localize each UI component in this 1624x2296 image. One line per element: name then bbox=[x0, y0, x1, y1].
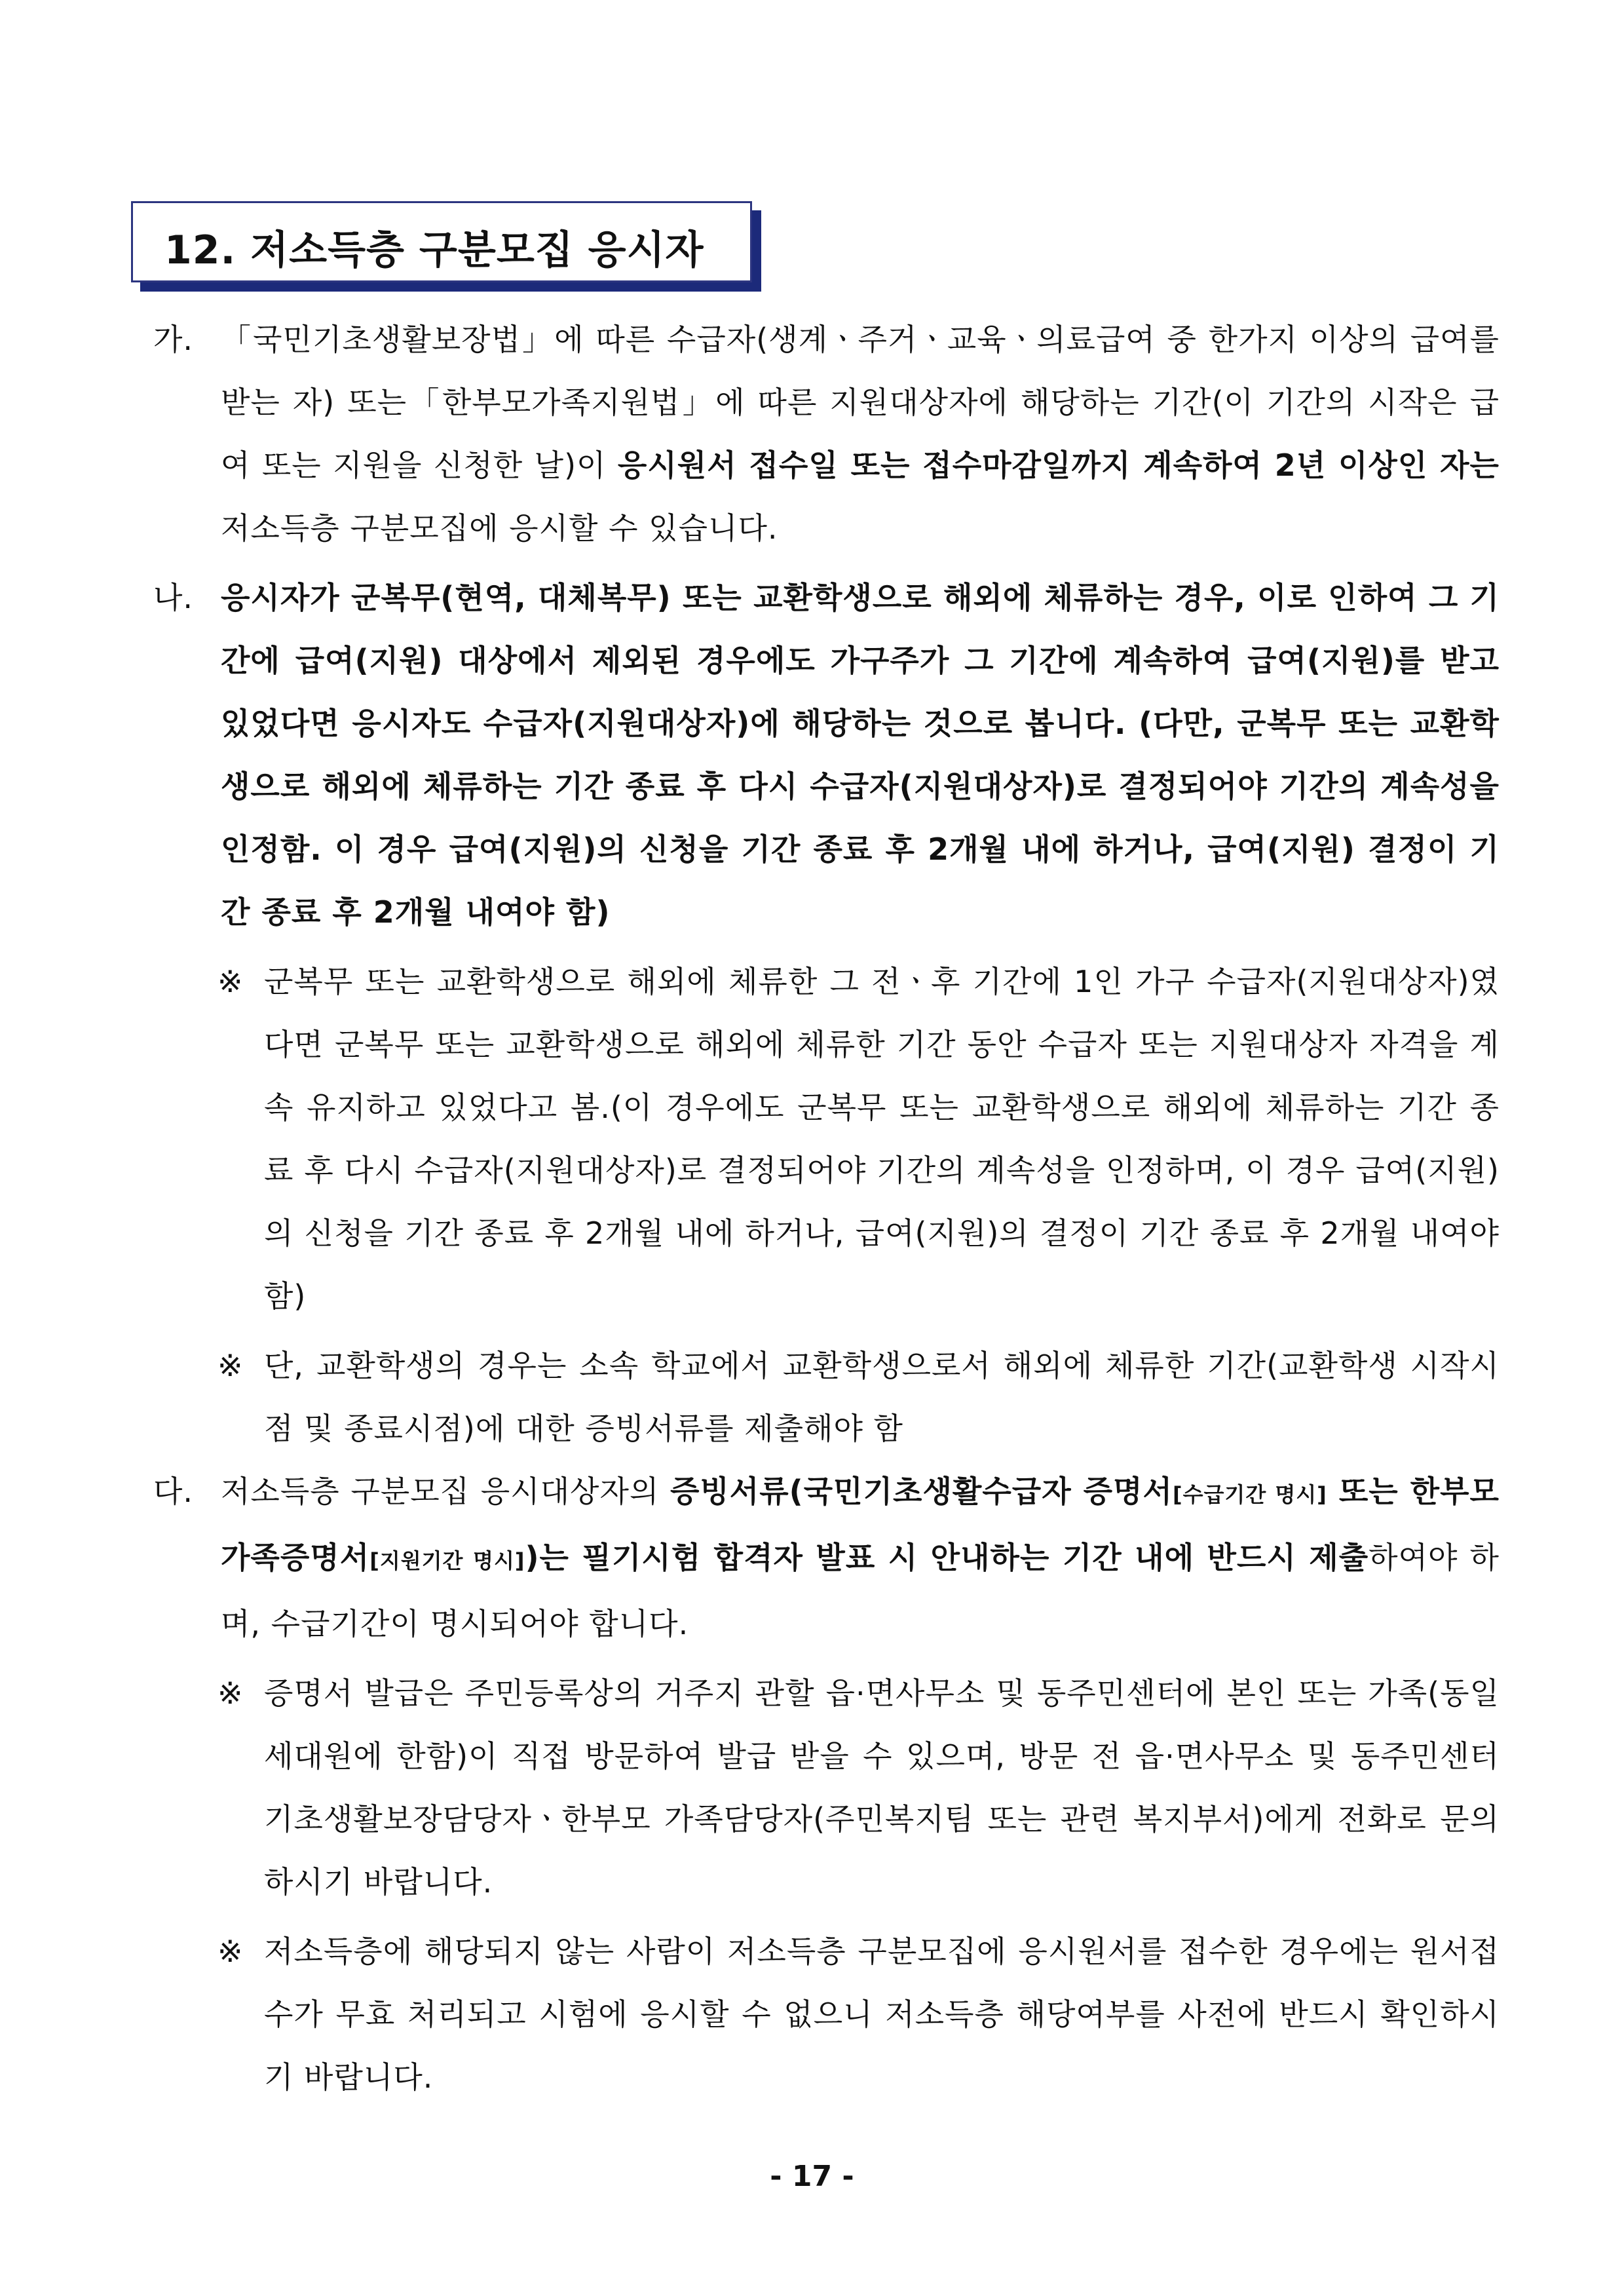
reference-mark: ※ bbox=[217, 964, 244, 999]
item-da-text-1: 저소득층 구분모집 응시대상자의 bbox=[221, 1474, 670, 1509]
item-da-note-2 bbox=[217, 1920, 1500, 2109]
item-ga-text-1: 「국민기초생활보장법」에 따른 수급자(생계ㆍ주거ㆍ교육ㆍ의료급여 중 한가지 이상의 급여를 받는 자) 또는「한부모가족지원법」에 따른 지원대상자에 해당하는 기간(이 기간의 시작은 급여 또는 지원을 신청한 날)이 bbox=[221, 322, 1500, 483]
item-ga-label: 가. bbox=[153, 322, 194, 357]
reference-mark: ※ bbox=[217, 1675, 244, 1711]
item-da-note-1 bbox=[217, 1662, 1500, 1913]
item-na-note-2 bbox=[217, 1334, 1500, 1460]
item-ga-emphasis: 응시원서 접수일 또는 접수마감일까지 계속하여 2년 이상인 자는 bbox=[617, 448, 1500, 483]
page-number: - 17 - bbox=[770, 2160, 854, 2193]
section-title-box bbox=[131, 201, 752, 282]
item-da-emphasis-2: 또는 한부모 가족증명서 bbox=[221, 1474, 1500, 1575]
section-title: 12. 저소득층 구분모집 응시자 bbox=[164, 227, 704, 273]
note-text: 군복무 또는 교환학생으로 해외에 체류한 그 전ㆍ후 기간에 1인 가구 수급자(지원대상자)였다면 군복무 또는 교환학생으로 해외에 체류한 기간 동안 수급자 또는 지원대상자 자격을 계속 유지하고 있었다고 봄.(이 경우에도 군복무 또는 교환학생으로 해외에 체류하는 기간 종료 후 다시 수급자(지원대상자)로 결정되어야 기간의 계속성을 인정하며, 이 경우 급여(지원)의 신청을 기간 종료 후 2개월 내에 하거나, 급여(지원)의 결정이 기간 종료 후 2개월 내여야 함) bbox=[264, 964, 1500, 1314]
item-da-label: 다. bbox=[153, 1474, 194, 1509]
item-ga-text-2: 저소득층 구분모집에 응시할 수 있습니다. bbox=[221, 510, 778, 546]
item-da-small-2: [지원기간 명시] bbox=[369, 1548, 525, 1573]
note-text: 단, 교환학생의 경우는 소속 학교에서 교환학생으로서 해외에 체류한 기간(교환학생 시작시점 및 종료시점)에 대한 증빙서류를 제출해야 함 bbox=[264, 1348, 1500, 1446]
item-na-label: 나. bbox=[153, 580, 194, 615]
item-na bbox=[153, 566, 1500, 944]
reference-mark: ※ bbox=[217, 1348, 244, 1383]
item-da-emphasis-1: 증빙서류(국민기초생활수급자 증명서 bbox=[670, 1474, 1173, 1509]
item-da-small-1: [수급기간 명시] bbox=[1172, 1482, 1327, 1507]
item-na-note-1 bbox=[217, 950, 1500, 1328]
item-da-text-2: 하여야 하며, 수급기간이 명시되어야 합니다. bbox=[221, 1540, 1500, 1641]
item-na-text: 응시자가 군복무(현역, 대체복무) 또는 교환학생으로 해외에 체류하는 경우, 이로 인하여 그 기간에 급여(지원) 대상에서 제외된 경우에도 가구주가 그 기간에 계속하여 급여(지원)를 받고 있었다면 응시자도 수급자(지원대상자)에 해당하는 것으로 봅니다. (다만, 군복무 또는 교환학생으로 해외에 체류하는 기간 종료 후 다시 수급자(지원대상자)로 결정되어야 기간의 계속성을 인정함. 이 경우 급여(지원)의 신청을 기간 종료 후 2개월 내에 하거나, 급여(지원) 결정이 기간 종료 후 2개월 내여야 함) bbox=[221, 580, 1500, 930]
item-da bbox=[153, 1460, 1500, 1655]
note-text: 저소득층에 해당되지 않는 사람이 저소득층 구분모집에 응시원서를 접수한 경우에는 원서접수가 무효 처리되고 시험에 응시할 수 없으니 저소득층 해당여부를 사전에 반드시 확인하시기 바랍니다. bbox=[264, 1934, 1500, 2095]
reference-mark: ※ bbox=[217, 1934, 244, 1969]
document-body bbox=[0, 308, 1624, 2109]
item-ga bbox=[153, 308, 1500, 560]
item-da-emphasis-3: )는 필기시험 합격자 발표 시 안내하는 기간 내에 반드시 제출 bbox=[525, 1540, 1369, 1575]
note-text: 증명서 발급은 주민등록상의 거주지 관할 읍·면사무소 및 동주민센터에 본인 또는 가족(동일세대원에 한함)이 직접 방문하여 발급 받을 수 있으며, 방문 전 읍·면사무소 및 동주민센터 기초생활보장담당자ㆍ한부모 가족담당자(주민복지팀 또는 관련 복지부서)에게 전화로 문의하시기 바랍니다. bbox=[264, 1675, 1500, 1900]
